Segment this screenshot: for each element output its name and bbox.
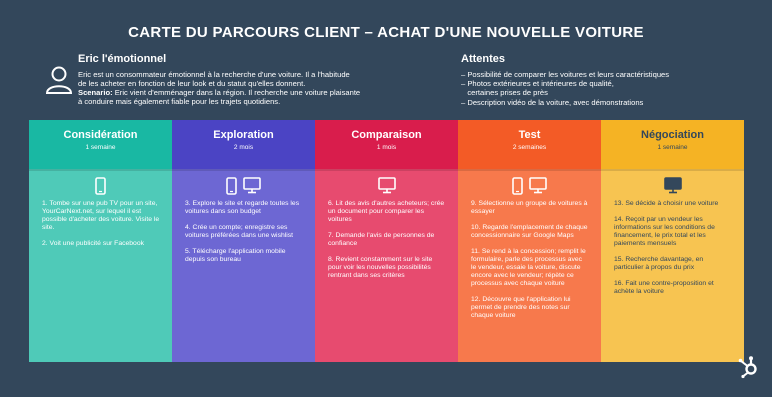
stage-icons <box>458 177 601 195</box>
stage-duration: 1 mois <box>376 144 397 151</box>
persona-desc-line: Eric est un consommateur émotionnel à la recherche d'une voiture. Il a l'habitude <box>78 70 350 79</box>
stage-header <box>172 120 315 169</box>
stage-items <box>328 200 446 288</box>
stage-items <box>42 200 160 256</box>
stage-title: Négociation <box>641 129 704 141</box>
stage-items <box>471 200 589 328</box>
list-item: 13. Se décide à choisir une voiture <box>614 200 719 207</box>
list-item: 8. Revient constamment sur le site pour voir les nouvelles possibilités rentrant dans ses critères <box>328 256 433 279</box>
list-item: 9. Sélectionne un groupe de voitures à essayer <box>471 200 588 215</box>
stage-icons <box>601 177 744 194</box>
persona-desc-line: de les acheter en fonction de leur look et du statut qu'elles donnent. <box>78 79 306 88</box>
monitor-icon <box>378 177 396 194</box>
scenario-text: Eric vient d'emménager dans la région. Il recherche une voiture plaisante <box>112 88 361 97</box>
stage-body <box>29 169 172 362</box>
list-item: 2. Voit une publicité sur Facebook <box>42 240 145 247</box>
stage-items <box>614 200 732 304</box>
persona-scenario <box>78 88 378 97</box>
stage-title: Comparaison <box>351 129 422 141</box>
stage-negociation <box>601 120 744 362</box>
stage-icons <box>172 177 315 195</box>
list-item: 3. Explore le site et regarde toutes les voitures dans son budget <box>185 200 300 215</box>
stage-body <box>601 169 744 362</box>
hubspot-logo-icon <box>737 355 761 379</box>
monitor-icon <box>243 177 261 194</box>
monitor-icon <box>664 177 682 194</box>
expectation-item: – Photos extérieures et intérieures de qualité, <box>461 79 614 89</box>
persona-description <box>78 70 378 106</box>
list-item: 12. Découvre que l'application lui permet de prendre des notes sur chaque voiture <box>471 296 571 319</box>
expectations-list <box>461 70 669 107</box>
phone-icon <box>95 177 106 195</box>
stage-test <box>458 120 601 362</box>
stage-header <box>315 120 458 169</box>
phone-icon <box>512 177 523 195</box>
expectation-item: certaines prises de près <box>461 88 548 98</box>
persona-name: Eric l'émotionnel <box>78 53 167 65</box>
stage-duration: 2 semaines <box>512 144 547 151</box>
page-title: CARTE DU PARCOURS CLIENT – ACHAT D'UNE NOUVELLE VOITURE <box>128 24 644 41</box>
expectations-title: Attentes <box>461 53 506 65</box>
list-item: 15. Recherche davantage, en particulier à propos du prix <box>614 256 704 271</box>
stage-body <box>458 169 601 362</box>
list-item: 4. Crée un compte; enregistre ses voitures préférées dans une wishlist <box>185 224 294 239</box>
list-item: 7. Demande l'avis de personnes de confiance <box>328 232 435 247</box>
list-item: 16. Fait une contre-proposition et achète la voiture <box>614 280 714 295</box>
stage-duration: 1 semaine <box>657 144 688 151</box>
list-item: 1. Tombe sur une pub TV pour un site, YourCarNext.net, sur lequel il est possible d'acheter des voiture. Visite le site. <box>42 200 160 231</box>
list-item: 6. Lit des avis d'autres acheteurs; crée un document pour comparer les voitures <box>328 200 445 223</box>
stage-body <box>315 169 458 362</box>
stage-comparaison <box>315 120 458 362</box>
expectation-item: – Description vidéo de la voiture, avec démonstrations <box>461 97 644 107</box>
list-item: 5. Télécharge l'application mobile depuis son bureau <box>185 248 286 263</box>
stage-duration: 2 mois <box>233 144 254 151</box>
stage-exploration <box>172 120 315 362</box>
user-icon <box>46 66 72 94</box>
stage-title: Considération <box>63 129 138 141</box>
list-item: 11. Se rend à la concession; remplit le formulaire, parle des processus avec le vendeur, essaie la voiture, discute encore avec le vendeur; répète ce processus avec chaque voiture <box>471 248 586 287</box>
stage-header <box>29 120 172 169</box>
stage-icons <box>315 177 458 194</box>
stage-icons <box>29 177 172 195</box>
stage-title: Exploration <box>213 129 274 141</box>
scenario-label: Scenario: <box>78 88 113 97</box>
stage-title: Test <box>518 129 541 141</box>
stage-header <box>458 120 601 169</box>
phone-icon <box>226 177 237 195</box>
stage-header <box>601 120 744 169</box>
monitor-icon <box>529 177 547 194</box>
stage-body <box>172 169 315 362</box>
persona-desc-line: à conduire mais également fiable pour les trajets quotidiens. <box>78 97 281 106</box>
list-item: 14. Reçoit par un vendeur les informations sur les conditions de financement, le prix total et les paiements mensuels <box>614 216 715 247</box>
stage-consideration <box>29 120 172 362</box>
stage-items <box>185 200 303 272</box>
stage-duration: 1 semaine <box>85 144 116 151</box>
list-item: 10. Regarde l'emplacement de chaque concessionnaire sur Google Maps <box>471 224 588 239</box>
expectation-item: – Possibilité de comparer les voitures et leurs caractéristiques <box>461 70 670 79</box>
